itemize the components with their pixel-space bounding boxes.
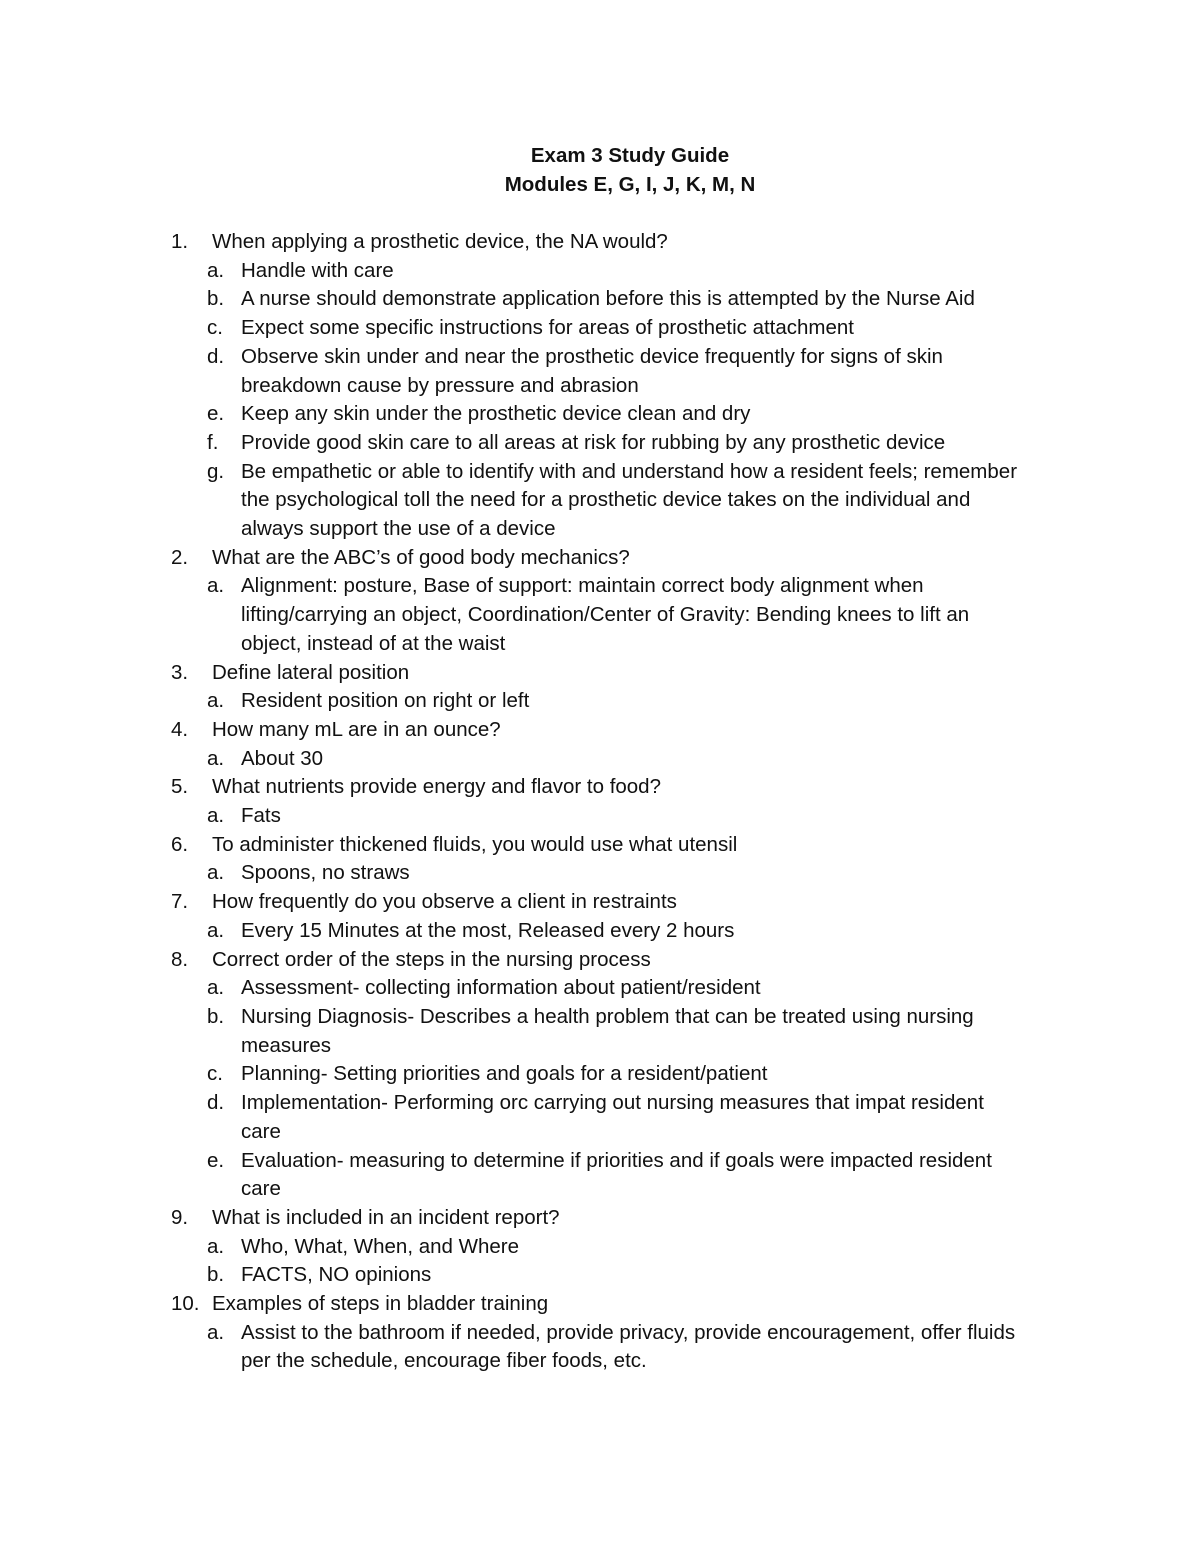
answer-text: FACTS, NO opinions [241, 1263, 432, 1287]
answer-item [130, 572, 1021, 658]
answer-item [130, 974, 1021, 1003]
answer-text: Every 15 Minutes at the most, Released every 2 hours [241, 918, 735, 942]
answer-letter: a. [207, 574, 225, 598]
question-number: 2. [171, 545, 189, 569]
answer-letter: a. [207, 689, 225, 713]
question-item [171, 773, 1071, 802]
question-item [171, 946, 1071, 975]
answer-text: Expect some specific instructions for areas of prosthetic attachment [241, 316, 854, 340]
question-text: Define lateral position [212, 660, 410, 684]
answer-item [130, 314, 1021, 343]
answer-letter: e. [207, 1148, 225, 1172]
question-item [171, 1290, 1071, 1319]
answer-letter: a. [207, 861, 225, 885]
answer-letter: a. [207, 746, 225, 770]
question-item [171, 659, 1071, 688]
title-block [0, 141, 1200, 199]
question-text: How many mL are in an ounce? [212, 717, 501, 741]
question-number: 8. [171, 947, 189, 971]
answer-text: Fats [241, 804, 281, 828]
question-text: When applying a prosthetic device, the NA would? [212, 230, 668, 253]
question-text: Correct order of the steps in the nursing process [212, 947, 651, 971]
answer-text: Planning- Setting priorities and goals for a resident/patient [241, 1062, 768, 1086]
question-item [171, 544, 1071, 573]
answer-text: Spoons, no straws [241, 861, 410, 885]
answer-text: Keep any skin under the prosthetic device clean and dry [241, 402, 751, 426]
answer-text: Assist to the bathroom if needed, provide privacy, provide encouragement, offer fluids per the schedule, encourage fiber foods, etc. [241, 1320, 1016, 1373]
question-text: Examples of steps in bladder training [212, 1292, 549, 1316]
answer-letter: e. [207, 402, 225, 426]
question-text: To administer thickened fluids, you would use what utensil [212, 832, 738, 856]
answer-item [130, 1003, 1021, 1060]
question-number: 9. [171, 1205, 189, 1229]
answer-letter: c. [207, 1062, 223, 1086]
answer-text: Implementation- Performing orc carrying out nursing measures that impat resident care [241, 1091, 984, 1143]
answer-text: Handle with care [241, 258, 394, 282]
answer-item [130, 687, 1021, 716]
answer-item [130, 400, 1021, 429]
answer-letter: b. [207, 287, 225, 311]
question-item [171, 1204, 1071, 1233]
answer-letter: d. [207, 1091, 225, 1115]
answer-item [130, 257, 1021, 286]
answer-text: Observe skin under and near the prosthetic device frequently for signs of skin breakdown cause by pressure and abrasion [241, 344, 943, 397]
answer-text: Nursing Diagnosis- Describes a health problem that can be treated using nursing measures [241, 1004, 974, 1057]
question-number: 6. [171, 832, 189, 856]
answer-item [130, 1319, 1021, 1376]
answer-text: A nurse should demonstrate application before this is attempted by the Nurse Aid [241, 287, 975, 311]
answer-item [130, 1089, 1021, 1146]
question-text: What is included in an incident report? [212, 1205, 560, 1229]
answer-letter: a. [207, 918, 225, 942]
answer-letter: a. [207, 804, 225, 828]
answer-item [130, 859, 1021, 888]
question-item [171, 716, 1071, 745]
question-text: How frequently do you observe a client in restraints [212, 890, 677, 914]
question-number: 3. [171, 660, 189, 684]
answer-text: Assessment- collecting information about patient/resident [241, 976, 761, 1000]
question-list [171, 228, 1071, 1376]
answer-letter: g. [207, 459, 225, 483]
answer-item [130, 458, 1021, 544]
answer-letter: a. [207, 1320, 225, 1344]
question-number: 10. [171, 1292, 200, 1316]
answer-letter: a. [207, 258, 225, 282]
answer-letter: c. [207, 316, 223, 340]
question-text: What nutrients provide energy and flavor to food? [212, 775, 661, 799]
answer-text: Resident position on right or left [241, 689, 530, 713]
answer-text: Be empathetic or able to identify with and understand how a resident feels; remember the psychological toll the need for a prosthetic device takes on the individual and always support the use of a device [241, 459, 1018, 541]
document-title: Exam 3 Study Guide [530, 144, 730, 167]
answer-letter: a. [207, 976, 225, 1000]
answer-text: Who, What, When, and Where [241, 1234, 520, 1258]
question-item [171, 831, 1071, 860]
answer-item [130, 285, 1021, 314]
answer-letter: b. [207, 1263, 225, 1287]
answer-letter: b. [207, 1004, 225, 1028]
answer-item [130, 1233, 1021, 1262]
answer-letter: f. [207, 430, 219, 454]
answer-item [130, 802, 1021, 831]
question-item [171, 888, 1071, 917]
answer-item [130, 1261, 1021, 1290]
answer-item [130, 343, 1021, 400]
question-number: 1. [171, 230, 189, 253]
answer-item [130, 1147, 1021, 1204]
answer-text: Evaluation- measuring to determine if priorities and if goals were impacted resident care [241, 1148, 992, 1201]
answer-item [130, 745, 1021, 774]
answer-letter: d. [207, 344, 225, 368]
answer-letter: a. [207, 1234, 225, 1258]
answer-text: Alignment: posture, Base of support: maintain correct body alignment when lifting/carrying an object, Coordination/Center of Gravity: Bending knees to lift an object, instead of at the waist [241, 574, 970, 655]
document-subtitle: Modules E, G, I, J, K, M, N [504, 173, 756, 196]
question-number: 4. [171, 717, 189, 741]
answer-item [130, 917, 1021, 946]
question-item [171, 228, 1071, 257]
question-number: 5. [171, 775, 189, 799]
question-text: What are the ABC’s of good body mechanics? [212, 545, 630, 569]
answer-item [130, 1060, 1021, 1089]
answer-item [130, 429, 1021, 458]
question-number: 7. [171, 890, 189, 914]
answer-text: About 30 [241, 746, 324, 770]
answer-text: Provide good skin care to all areas at risk for rubbing by any prosthetic device [241, 430, 946, 454]
